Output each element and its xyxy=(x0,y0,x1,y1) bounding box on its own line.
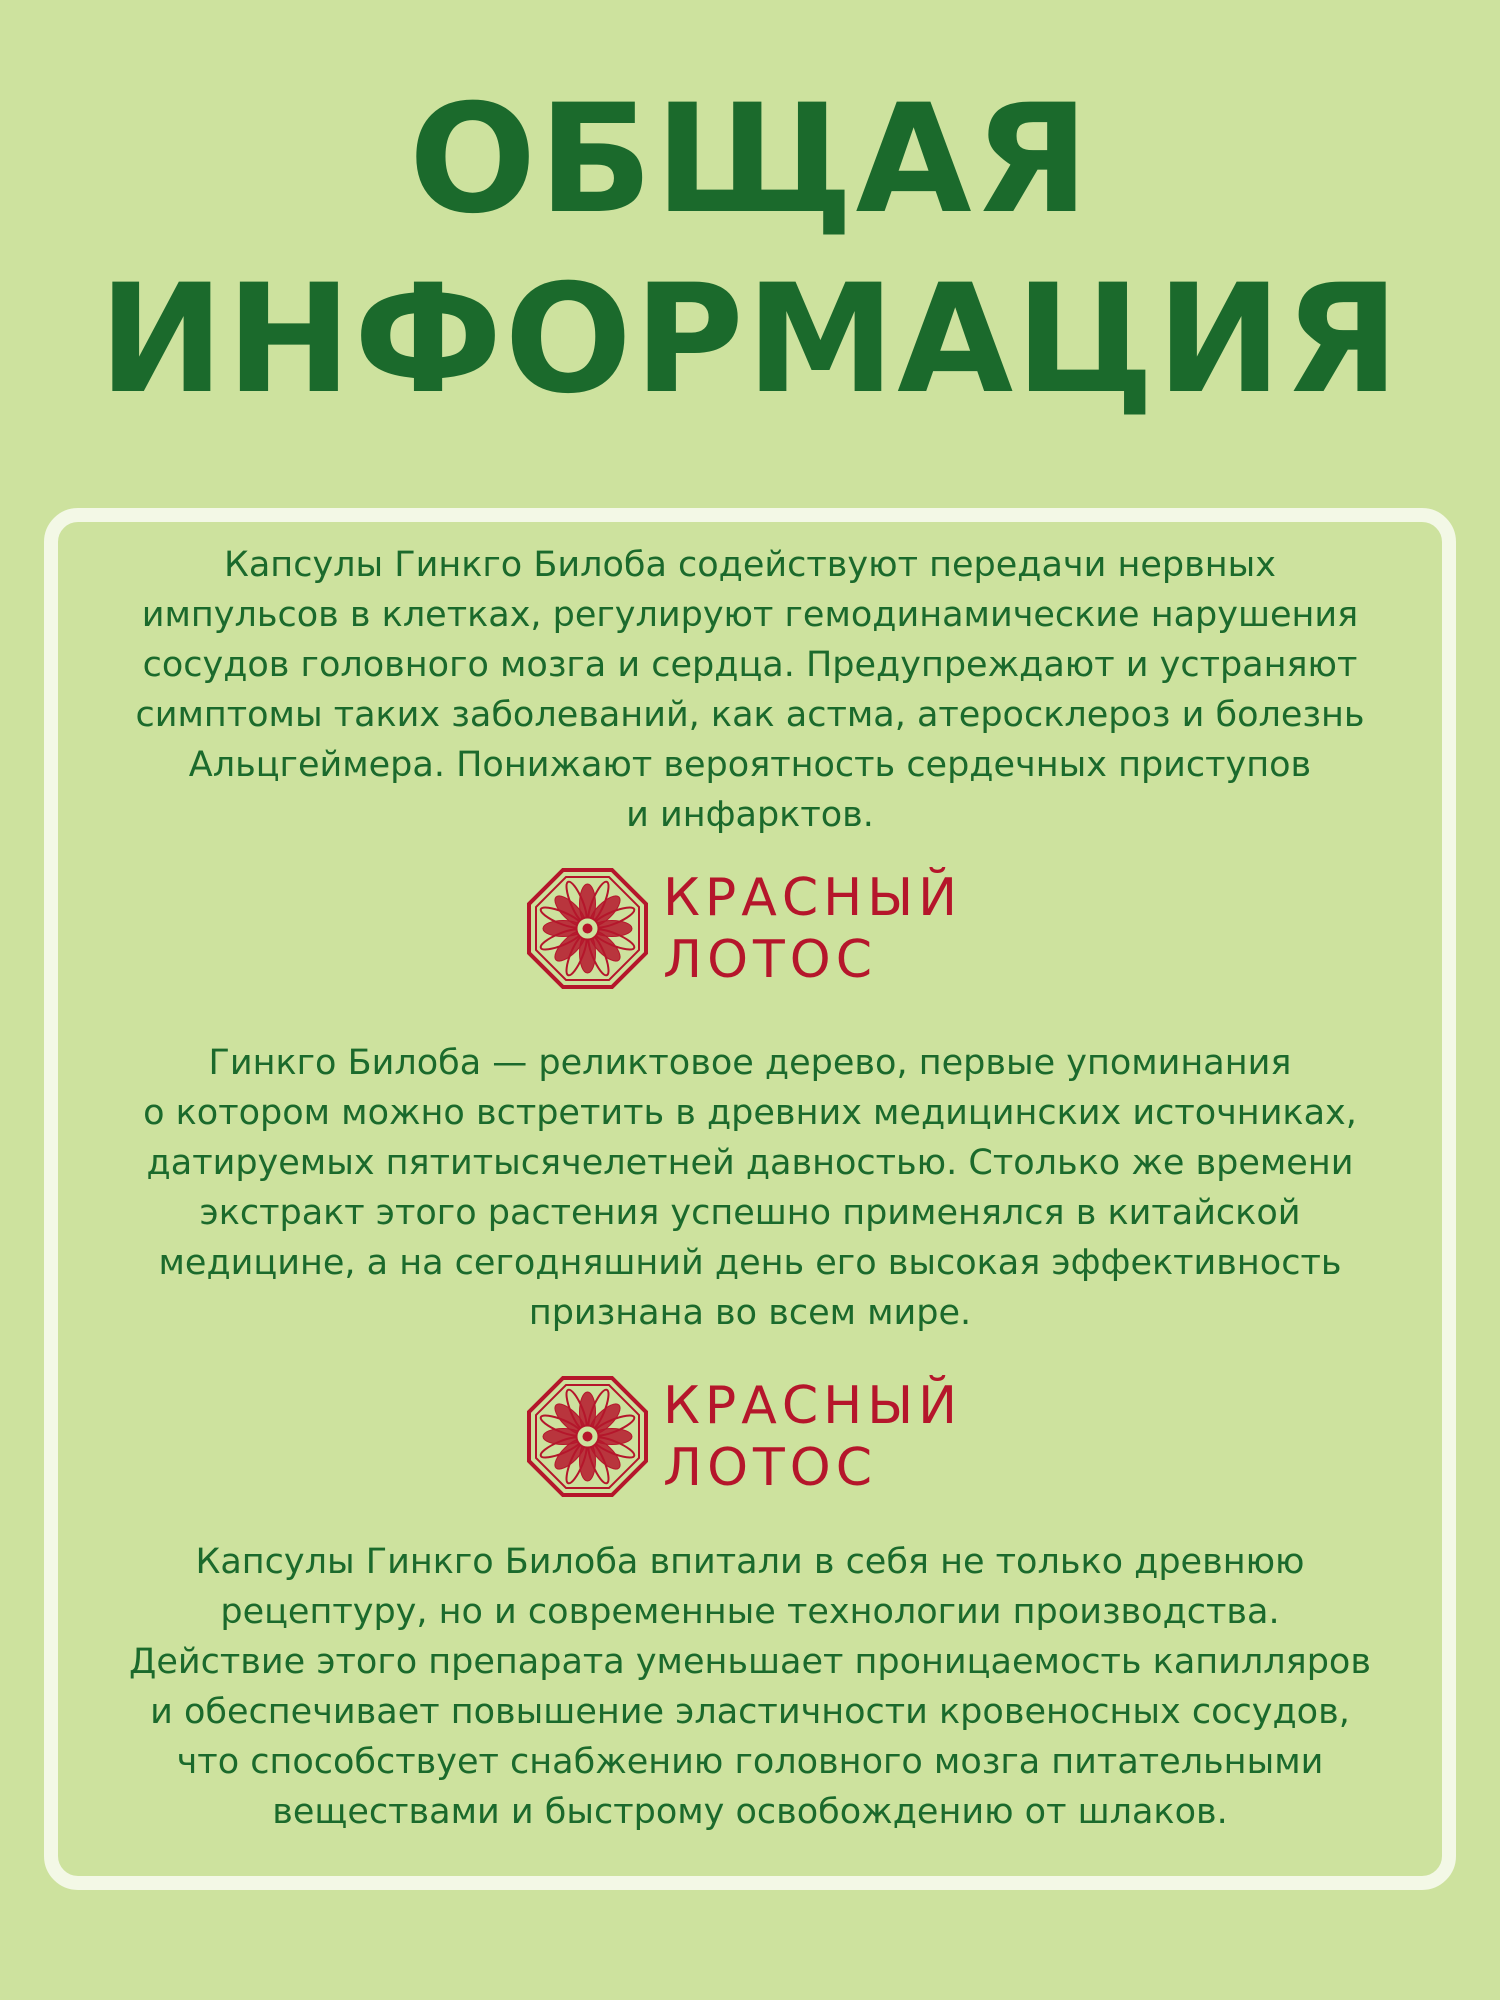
brand-name-line-2: ЛОТОС xyxy=(663,1438,878,1498)
info-paragraph-1 xyxy=(64,540,1436,840)
paragraph-line: что способствует снабжению головного мозга питательными xyxy=(176,1742,1324,1782)
info-paragraph-3 xyxy=(64,1537,1436,1837)
paragraph-line: сосудов головного мозга и сердца. Предупреждают и устраняют xyxy=(142,645,1358,685)
brand-name-line-1: КРАСНЫЙ xyxy=(663,1376,963,1436)
paragraph-line: и инфарктов. xyxy=(626,795,874,835)
page-title-line-1: ОБЩАЯ xyxy=(408,73,1092,247)
paragraph-line: Альцгеймера. Понижают вероятность сердечных приступов xyxy=(188,745,1312,785)
lotus-octagon-icon xyxy=(525,866,650,991)
paragraph-line: датируемых пятитысячелетней давностью. Столько же времени xyxy=(146,1143,1354,1183)
page-title-line-2: ИНФОРМАЦИЯ xyxy=(98,253,1402,427)
paragraph-line: веществами и быстрому освобождению от шлаков. xyxy=(272,1792,1228,1832)
paragraph-line: о котором можно встретить в древних медицинских источниках, xyxy=(143,1093,1357,1133)
lotus-octagon-icon xyxy=(525,1374,650,1499)
paragraph-line: импульсов в клетках, регулируют гемодинамические нарушения xyxy=(141,595,1359,635)
paragraph-line: Капсулы Гинкго Билоба впитали в себя не только древнюю xyxy=(195,1542,1305,1582)
paragraph-line: экстракт этого растения успешно применялся в китайской xyxy=(199,1193,1301,1233)
paragraph-line: симптомы таких заболеваний, как астма, атеросклероз и болезнь xyxy=(135,695,1365,735)
brand-logo xyxy=(525,866,985,991)
paragraph-line: и обеспечивает повышение эластичности кровеносных сосудов, xyxy=(150,1692,1350,1732)
paragraph-line: рецептуру, но и современные технологии производства. xyxy=(220,1592,1280,1632)
brand-name-line-1: КРАСНЫЙ xyxy=(663,868,963,928)
paragraph-line: Действие этого препарата уменьшает проницаемость капилляров xyxy=(129,1642,1371,1682)
info-paragraph-2 xyxy=(64,1038,1436,1338)
paragraph-line: признана во всем мире. xyxy=(528,1293,972,1333)
paragraph-line: Гинкго Билоба — реликтовое дерево, первые упоминания xyxy=(208,1043,1292,1083)
paragraph-line: Капсулы Гинкго Билоба содействуют передачи нервных xyxy=(224,545,1276,585)
brand-name-line-2: ЛОТОС xyxy=(663,930,878,990)
brand-logo xyxy=(525,1374,985,1499)
paragraph-line: медицине, а на сегодняшний день его высокая эффективность xyxy=(158,1243,1342,1283)
